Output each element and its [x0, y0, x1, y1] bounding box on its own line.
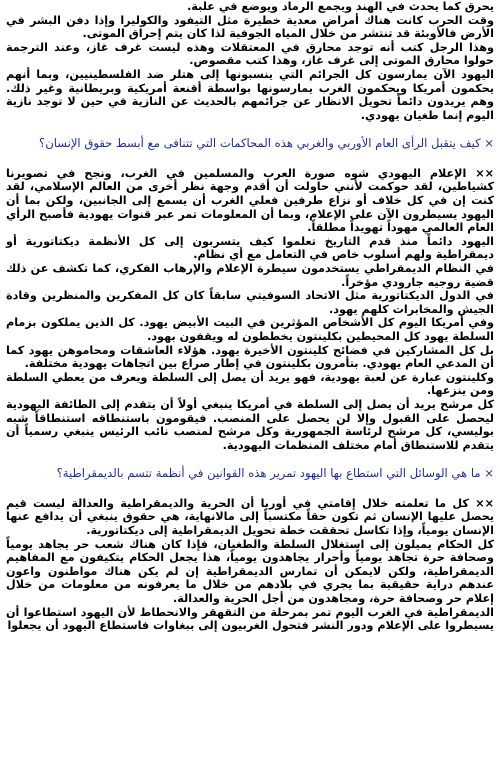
interview-question-2: × ما هي الوسائل التي استطاع بها اليهود تمرير هذه القوانين في أنظمة تتسم بالديمقراطية؟ [56, 466, 494, 481]
answer-paragraph: وكلينتون عبارة عن لعبة يهودية، فهو يريد أن يصل إلى السلطة ويعرف من يعطي السلطة ومن ينزعها. [6, 370, 494, 398]
answer-paragraph: في الدول الديكتاتورية مثل الاتحاد السوفيتي سابقاً كان كل المفكرين والمنظرين وقادة الجيش والمخابرات كلهم يهود. [6, 289, 494, 316]
answer-paragraph: ×× الإعلام اليهودي شوه صورة العرب والمسلمين في الغرب، ونجح في تصويرنا كشياطين، لقد حوكمت لأنني حاولت أن أقدم وجهة نظر أخرى من العالم الإسلامي، لقد كنت إن في كل خلاف أو نزاع طرفين فعلي الغرب أن يسمع إلى الجانبين، ولكن بما أن اليهود يسيطرون الآن على الإعلام، وبما أن المعلومات تمر عبر قنوات يهودية فأصبح الرأي العام العالمي مهوداً تهويداً مطلقاً. [6, 166, 494, 235]
intro-paragraph: يحرق كما يحدث في الهند ويجمع الرماد ويوضع في علبة. [187, 0, 494, 13]
answer-paragraph: الديمقراطية في الغرب اليوم تمر بمرحلة من التقهقر والانحطاط لأن اليهود استطاعوا أن يسيطروا على الإعلام ودور النشر فتحول الغربيون إلى ببغاوات فاستطاع اليهود أن يجعلوا [6, 605, 494, 633]
answer-paragraph: في النظام الديمقراطي يستخدمون سيطرة الإعلام والإرهاب الفكري، كما تكشف عن ذلك قضية روجيه جارودي مؤخراً. [6, 262, 494, 289]
interview-question-1: × كيف يتقبل الرأى العام الأوربي والغربي هذه المحاكمات التي تتنافى مع أبسط حقوق الإنسان؟ [39, 136, 494, 151]
intro-paragraph: وقت الحرب كانت هناك أمراض معدية خطيرة مثل التيفود والكوليرا وإذا دفن البشر في الأرض فالأوبئة قد تنتشر من خلال المياه الجوفية لذا كان يتم إحراق الموتى. [6, 13, 494, 41]
answer-paragraph: ×× كل ما تعلمته خلال إقامتي في أوربا أن الحرية والديمقراطية والعدالة ليست قيم يحصل عليها الإنسان ثم تكون حقاً مكتسباً إلى مالانهاية، هي حقوق ينبغي أن يدافع عنها الإنسان يومياً، وإذا تكاسل تحققت خطة تحويل الديمقراطية إلى ديكتاتورية. [6, 496, 494, 537]
answer-paragraph: بل كل المشاركين في فضائح كلينتون الأخيرة يهود. هؤلاء العاشقات ومحاموهن يهود كما أن المدعي العام يهودي. بتأمرون بكلينتون في إطار صراع بين اتجاهات يهودية مختلفة. [6, 343, 494, 371]
intro-paragraph: اليهود الآن يمارسون كل الجرائم التي ينسبونها إلى هتلر ضد الفلسطينيين، وبما أنهم يحكمون أمريكا ويحكمون الغرب يمارسونها بواسطة أقنعة أمريكية وبريطانية وغير ذلك. وهم يريدون دائماً تحويل الانظار عن جرائمهم بالحديث عن النازية في حين لا توجد نازية اليوم إنما طغيان يهودي. [6, 67, 494, 122]
answer-paragraph: وفي أمريكا اليوم كل الأشخاص المؤثرين في البيت الأبيض يهود. كل الذين يملكون بزمام السلطة يهود كل المحيطين بكلينتون يخططون له ويقفون بهود. [6, 316, 494, 343]
answer-paragraph: كل الحكام يميلون إلى استغلال السلطة والطغيان، فإذا كان هناك شعب حر يجاهد يومياً وصحافة حرة تجاهد يومياً وأحرار يجاهدون يومياً، هذا يجعل الحكام يتكيفون مع المفاهيم الديمقراطية، ولكن لايمكن أن تمارس الديمقراطية إن لم يكن هناك مواطنون واعون عندهم دراية حقيقية بما يجري في بلادهم من خلال ما يعرفونه من معلومات من خلال إعلام حر وصحافة حرة، ومجاهدون من أجل الحرية والعدالة. [6, 537, 494, 605]
intro-paragraph: وهذا الرجل كتب أنه توجد محارق في المعتقلات وهذه ليست غرف غاز، وعند الترجمة حولوا محارق الموتى إلى غرف غاز، وهذا كتب مقصوص. [6, 40, 494, 68]
answer-paragraph: كل مرشح يريد أن يصل إلى السلطة في أمريكا ينبغي أولاً أن يتقدم إلى الطائفة اليهودية ليحصل على القبول وإلا لن يحصل على المنصب. فيقومون باستنطاقه استنطاقاً شبه بوليسي، كل مرشح لرئاسة الجمهورية وكل مرشح لمنصب نائب الرئيس ينبغي رسمياً أن يتقدم للاستنطاق أمام مختلف المنظمات اليهودية. [6, 397, 494, 452]
answer-paragraph: اليهود دائماً منذ قدم التاريخ تعلموا كيف يتسربون إلى كل الأنظمة ديكتاتورية أو ديمقراطية ولهم أسلوب خاص في التعامل مع أي نظام. [6, 234, 494, 262]
